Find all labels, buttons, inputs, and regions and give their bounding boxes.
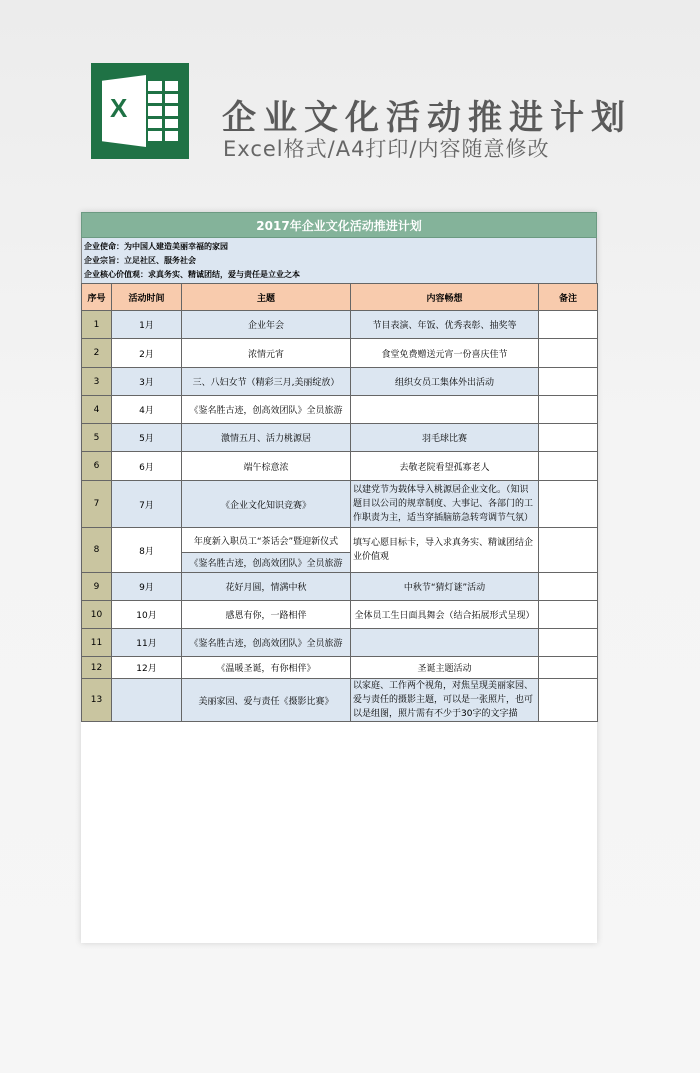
cell-theme: 感恩有你，一路相伴 [182, 601, 351, 629]
cell-note [539, 601, 598, 629]
table-row [82, 311, 598, 339]
col-seq: 序号 [82, 284, 112, 311]
cell-note [539, 629, 598, 657]
cell-note [539, 452, 598, 481]
cell-content [351, 396, 539, 424]
cell-theme: 端午棕意浓 [182, 452, 351, 481]
cell-content: 食堂免费赠送元宵一份喜庆佳节 [351, 339, 539, 368]
cell-time: 11月 [112, 629, 182, 657]
cell-seq: 6 [82, 452, 112, 481]
cell-theme: 《鉴名胜古迹，创高效团队》全员旅游 [182, 396, 351, 424]
table-row [82, 629, 598, 657]
cell-theme: 《鉴名胜古迹，创高效团队》全员旅游 [182, 629, 351, 657]
cell-theme: 年度新入职员工“茶话会”暨迎新仪式 [182, 528, 351, 553]
cell-theme: 花好月圆，情满中秋 [182, 573, 351, 601]
table-row [82, 481, 598, 528]
cell-content: 以建党节为载体导入桃源居企业文化。（知识题目以公司的规章制度、大事记、各部门的工作职责为主，适当穿插脑筋急转弯调节气氛） [351, 481, 539, 528]
cell-content: 去敬老院看望孤寡老人 [351, 452, 539, 481]
table-row [82, 339, 598, 368]
cell-note [539, 311, 598, 339]
cell-theme: 三、八妇女节（精彩三月,美丽绽放） [182, 368, 351, 396]
cell-content [351, 629, 539, 657]
page-subtitle: Excel格式/A4打印/内容随意修改 [223, 137, 550, 161]
cell-theme: 美丽家园、爱与责任《摄影比赛》 [182, 679, 351, 722]
table-row [82, 396, 598, 424]
cell-content: 节目表演、年饭、优秀表彰、抽奖等 [351, 311, 539, 339]
cell-note [539, 573, 598, 601]
cell-theme: 激情五月、活力桃源居 [182, 424, 351, 452]
cell-seq: 1 [82, 311, 112, 339]
cell-theme: 《鉴名胜古迹，创高效团队》全员旅游 [182, 553, 351, 573]
spreadsheet-preview [81, 212, 597, 943]
cell-seq: 2 [82, 339, 112, 368]
col-note: 备注 [539, 284, 598, 311]
cell-time: 7月 [112, 481, 182, 528]
cell-seq: 3 [82, 368, 112, 396]
cell-note [539, 679, 598, 722]
cell-time: 12月 [112, 657, 182, 679]
table-row [82, 657, 598, 679]
cell-content: 组织女员工集体外出活动 [351, 368, 539, 396]
excel-logo-icon: X [91, 63, 189, 159]
cell-theme: 企业年会 [182, 311, 351, 339]
cell-theme: 浓情元宵 [182, 339, 351, 368]
cell-time: 1月 [112, 311, 182, 339]
cell-content: 羽毛球比赛 [351, 424, 539, 452]
cell-note [539, 424, 598, 452]
cell-seq: 8 [82, 528, 112, 573]
cell-note [539, 396, 598, 424]
cell-time: 6月 [112, 452, 182, 481]
cell-content: 圣诞主题活动 [351, 657, 539, 679]
cell-time: 8月 [112, 528, 182, 573]
cell-seq: 5 [82, 424, 112, 452]
cell-time: 3月 [112, 368, 182, 396]
cell-note [539, 657, 598, 679]
table-row [82, 679, 598, 722]
info-values: 企业核心价值观：求真务实、精诚团结，爱与责任是立业之本 [84, 270, 300, 279]
cell-content: 中秋节“猜灯谜”活动 [351, 573, 539, 601]
cell-theme: 《企业文化知识竞赛》 [182, 481, 351, 528]
cell-seq: 9 [82, 573, 112, 601]
sheet-info [81, 238, 597, 283]
table-row [82, 368, 598, 396]
cell-content: 以家庭、工作两个视角，对焦呈现美丽家园、爱与责任的摄影主题，可以是一张照片，也可以是组图，照片需有不少于30字的文字描 [351, 679, 539, 722]
table-row [82, 424, 598, 452]
table-row [82, 528, 598, 553]
cell-time: 9月 [112, 573, 182, 601]
sheet-title: 2017年企业文化活动推进计划 [81, 212, 597, 238]
cell-content: 填写心愿目标卡，导入求真务实、精诚团结企业价值观 [351, 528, 539, 573]
col-content: 内容畅想 [351, 284, 539, 311]
cell-note [539, 339, 598, 368]
table-header [82, 284, 598, 311]
cell-time: 4月 [112, 396, 182, 424]
page-title: 企业文化活动推进计划 [222, 98, 632, 138]
cell-seq: 10 [82, 601, 112, 629]
cell-seq: 13 [82, 679, 112, 722]
cell-seq: 12 [82, 657, 112, 679]
info-mission: 企业使命：为中国人建造美丽幸福的家园 [84, 242, 228, 251]
cell-note [539, 481, 598, 528]
activity-table [81, 283, 598, 722]
col-time: 活动时间 [112, 284, 182, 311]
table-row [82, 452, 598, 481]
cell-time: 2月 [112, 339, 182, 368]
cell-theme: 《温暖圣诞，有你相伴》 [182, 657, 351, 679]
cell-time [112, 679, 182, 722]
cell-time: 10月 [112, 601, 182, 629]
cell-note [539, 368, 598, 396]
cell-content: 全体员工生日面具舞会（结合拓展形式呈现） [351, 601, 539, 629]
table-row [82, 601, 598, 629]
col-theme: 主题 [182, 284, 351, 311]
cell-time: 5月 [112, 424, 182, 452]
cell-seq: 7 [82, 481, 112, 528]
cell-note [539, 528, 598, 573]
cell-seq: 4 [82, 396, 112, 424]
table-row [82, 573, 598, 601]
info-purpose: 企业宗旨：立足社区、服务社会 [84, 256, 196, 265]
cell-seq: 11 [82, 629, 112, 657]
